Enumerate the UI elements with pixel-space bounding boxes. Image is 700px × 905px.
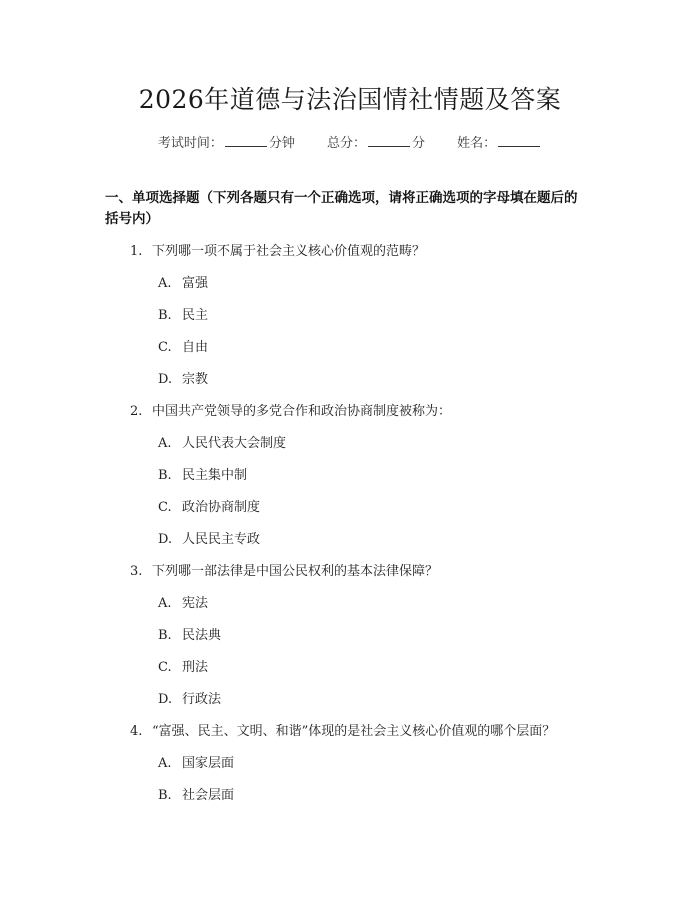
option-item[interactable] (158, 784, 234, 803)
question-number: 4. (130, 724, 143, 739)
question-number: 1. (130, 244, 143, 259)
student-name (457, 132, 542, 151)
option-item[interactable] (158, 496, 260, 515)
option-letter: D. (158, 692, 173, 707)
option-text: 民主 (182, 308, 209, 323)
option-text: 富强 (182, 276, 209, 291)
option-item[interactable] (158, 656, 208, 675)
question-3 (130, 560, 438, 579)
option-text: 宗教 (182, 372, 209, 387)
question-text: “富强、民主、文明、和谐”体现的是社会主义核心价值观的哪个层面？ (152, 724, 556, 739)
section-heading-line2: 括号内） (105, 211, 159, 227)
option-letter: D. (158, 372, 173, 387)
option-letter: A. (158, 436, 172, 451)
option-item[interactable] (158, 624, 221, 643)
score-blank[interactable] (368, 134, 410, 147)
option-item[interactable] (158, 304, 208, 323)
exam-meta (0, 132, 700, 151)
option-item[interactable] (158, 688, 221, 707)
option-text: 行政法 (182, 692, 222, 707)
option-text: 民主集中制 (182, 468, 248, 483)
option-item[interactable] (158, 272, 208, 291)
option-text: 宪法 (182, 596, 209, 611)
page-title: 2026年道德与法治国情社情题及答案 (138, 85, 562, 114)
score-unit: 分 (412, 136, 426, 151)
option-letter: A. (158, 276, 172, 291)
time-unit: 分钟 (268, 136, 295, 151)
option-letter: B. (158, 468, 172, 483)
question-text: 中国共产党领导的多党合作和政治协商制度被称为： (152, 404, 452, 419)
section-heading-line1: 一、单项选择题（下列各题只有一个正确选项，请将正确选项的字母填在题后的 (105, 190, 578, 206)
option-item[interactable] (158, 592, 208, 611)
question-number: 2. (130, 404, 143, 419)
option-text: 人民民主专政 (182, 532, 261, 547)
question-1 (130, 240, 425, 259)
option-letter: A. (158, 756, 172, 771)
option-letter: B. (158, 788, 172, 803)
option-letter: B. (158, 628, 172, 643)
option-item[interactable] (158, 528, 260, 547)
option-item[interactable] (158, 432, 286, 451)
option-letter: B. (158, 308, 172, 323)
question-2 (130, 400, 451, 419)
option-letter: C. (158, 660, 172, 675)
option-text: 社会层面 (182, 788, 235, 803)
option-text: 民法典 (182, 628, 222, 643)
question-text: 下列哪一部法律是中国公民权利的基本法律保障？ (152, 564, 439, 579)
question-text: 下列哪一项不属于社会主义核心价值观的范畴？ (152, 244, 426, 259)
option-letter: A. (158, 596, 172, 611)
time-label: 考试时间： (157, 136, 223, 151)
option-text: 人民代表大会制度 (182, 436, 287, 451)
option-text: 国家层面 (182, 756, 235, 771)
score-label: 总分： (326, 136, 366, 151)
option-text: 刑法 (182, 660, 209, 675)
option-item[interactable] (158, 464, 247, 483)
option-item[interactable] (158, 368, 208, 387)
option-letter: C. (158, 340, 172, 355)
total-score (327, 132, 425, 151)
option-text: 政治协商制度 (182, 500, 261, 515)
question-4 (130, 720, 555, 739)
question-number: 3. (130, 564, 143, 579)
exam-time (158, 132, 295, 151)
name-label: 姓名： (457, 136, 497, 151)
option-item[interactable] (158, 336, 208, 355)
time-blank[interactable] (225, 134, 267, 147)
name-blank[interactable] (498, 134, 540, 147)
option-letter: C. (158, 500, 172, 515)
option-item[interactable] (158, 752, 234, 771)
option-letter: D. (158, 532, 173, 547)
option-text: 自由 (182, 340, 209, 355)
section-heading (105, 188, 605, 230)
